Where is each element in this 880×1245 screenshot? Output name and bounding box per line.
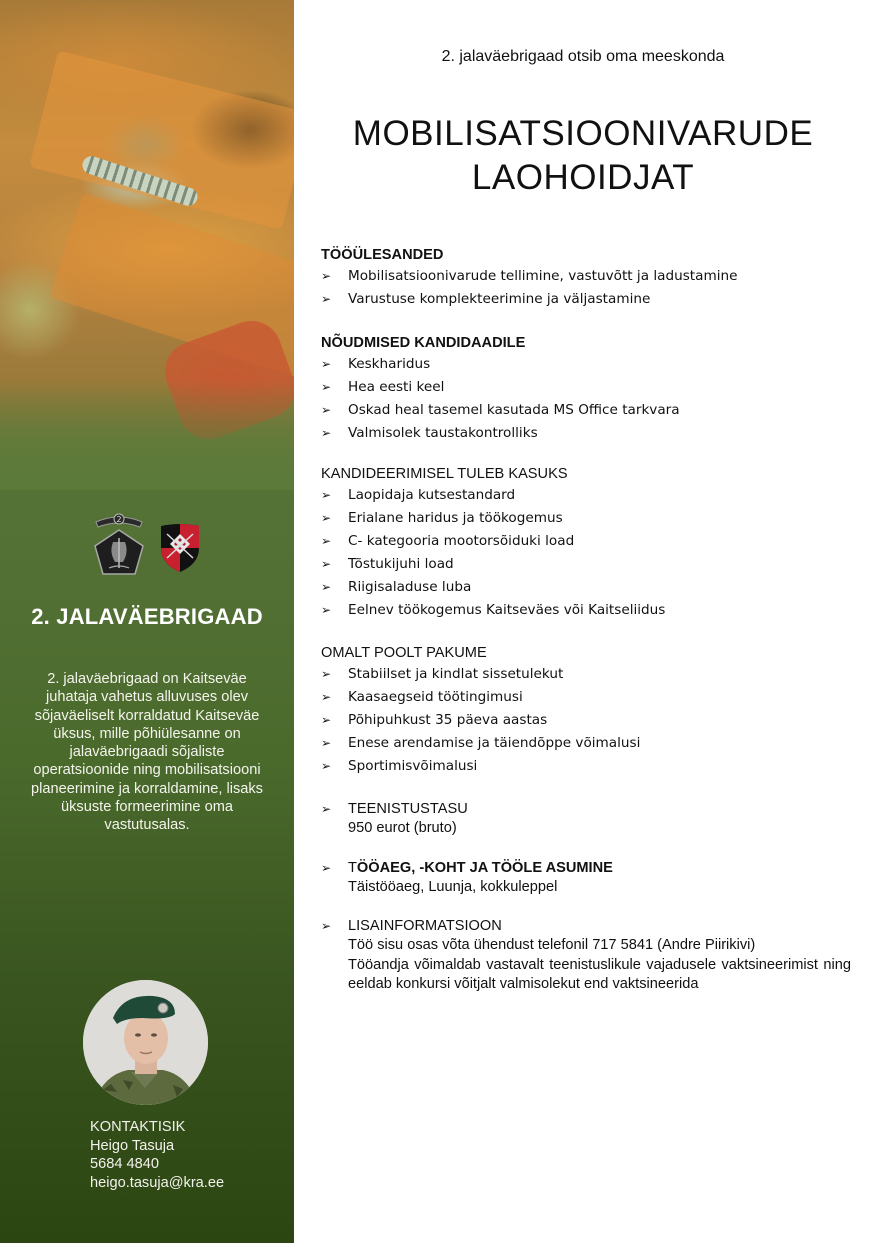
arrow-bullet-icon: ➢ (321, 380, 332, 394)
contact-name: Heigo Tasuja (90, 1137, 175, 1154)
brigade-emblems (0, 510, 294, 576)
contact-person-avatar (83, 980, 208, 1105)
main-content (294, 0, 880, 1245)
arrow-bullet-icon: ➢ (321, 603, 332, 617)
arrow-bullet-icon: ➢ (321, 580, 332, 594)
list-item: ➢ Sportimisvõimalusi (321, 755, 640, 778)
worktime-heading: ➢ TÖÖAEG, -KOHT JA TÖÖLE ASUMINE (321, 860, 613, 876)
arrow-bullet-icon: ➢ (321, 511, 332, 525)
section-heading: OMALT POOLT PAKUME (321, 645, 487, 661)
arrow-bullet-icon: ➢ (321, 802, 332, 816)
extra-info-line-2: Tööandja võimaldab vastavalt teenistuslikule vajadusele vaktsineerimist ning eeldab konkursi võitjalt valmisolekut end vaktsineerida (348, 956, 851, 992)
list-item: ➢ Erialane haridus ja töökogemus (321, 507, 665, 530)
soldier-portrait-icon (83, 980, 208, 1105)
worktime-block (321, 858, 851, 898)
list-item: ➢ Põhipuhkust 35 päeva aastas (321, 709, 640, 732)
extra-info-block (321, 916, 851, 995)
sidebar (0, 0, 294, 1243)
arrow-bullet-icon: ➢ (321, 426, 332, 440)
section-offer (321, 643, 640, 778)
arrow-bullet-icon: ➢ (321, 667, 332, 681)
contact-info (90, 1118, 224, 1192)
job-title (294, 112, 872, 200)
requirements-list (321, 353, 680, 445)
job-title-line-1: MOBILISATSIOONIVARUDE (352, 114, 814, 153)
list-item: ➢ Mobilisatsioonivarude tellimine, vastuvõtt ja ladustamine (321, 265, 737, 288)
brigade-pentagon-insignia-icon (93, 510, 145, 576)
brigade-name-heading: 2. JALAVÄEBRIGAAD (31, 604, 263, 629)
brigade-shield-icon (159, 522, 201, 574)
list-item: ➢ Kaasaegseid töötingimusi (321, 686, 640, 709)
tagline: 2. jalaväebrigaad otsib oma meeskonda (441, 48, 725, 65)
list-item: ➢ Stabiilset ja kindlat sissetulekut (321, 663, 640, 686)
arrow-bullet-icon: ➢ (321, 269, 332, 283)
section-heading: KANDIDEERIMISEL TULEB KASUKS (321, 466, 568, 482)
brigade-description: 2. jalaväebrigaad on Kaitseväe juhataja vahetus alluvuses olev sõjaväeliselt korraldatud Kaitseväe üksus, mille põhiülesanne on jalaväebrigaadi sõjaliste operatsioonide ning mobilisatsiooni planeerimine ja korraldamine, lisaks üksuste formeerimine oma vastutusalas. (31, 671, 263, 834)
list-item: ➢ Enese arendamise ja täiendõppe võimalusi (321, 732, 640, 755)
contact-phone[interactable]: 5684 4840 (90, 1156, 159, 1172)
photo-gradient-fade (0, 380, 294, 490)
list-item: ➢ Oskad heal tasemel kasutada MS Office tarkvara (321, 399, 680, 422)
extra-info-line-1: Töö sisu osas võta ühendust telefonil 717 5841 (Andre Piirikivi) (348, 937, 756, 953)
contact-label: KONTAKTISIK (90, 1119, 186, 1135)
advantages-list (321, 484, 665, 622)
duties-list (321, 265, 737, 311)
contact-email[interactable]: heigo.tasuja@kra.ee (90, 1174, 225, 1191)
list-item: ➢ Riigisaladuse luba (321, 576, 665, 599)
list-item: ➢ Varustuse komplekteerimine ja väljastamine (321, 288, 737, 311)
list-item: ➢ C- kategooria mootorsõiduki load (321, 530, 665, 553)
arrow-bullet-icon: ➢ (321, 292, 332, 306)
arrow-bullet-icon: ➢ (321, 534, 332, 548)
section-requirements (321, 333, 680, 445)
list-item: ➢ Keskharidus (321, 353, 680, 376)
salary-heading: ➢ TEENISTUSTASU (321, 801, 468, 817)
arrow-bullet-icon: ➢ (321, 736, 332, 750)
section-heading: TÖÖÜLESANDED (321, 247, 444, 263)
worktime-value: Täistööaeg, Luunja, kokkuleppel (348, 879, 558, 895)
job-title-line-2: LAOHOIDJAT (471, 158, 695, 197)
arrow-bullet-icon: ➢ (321, 759, 332, 773)
arrow-bullet-icon: ➢ (321, 557, 332, 571)
list-item: ➢ Valmisolek taustakontrolliks (321, 422, 680, 445)
salary-value: 950 eurot (bruto) (348, 820, 457, 836)
arrow-bullet-icon: ➢ (321, 403, 332, 417)
arrow-bullet-icon: ➢ (321, 713, 332, 727)
storage-bin-shape (29, 50, 294, 229)
section-advantages (321, 464, 665, 622)
list-item: ➢ Eelnev töökogemus Kaitseväes või Kaitseliidus (321, 599, 665, 622)
section-heading: NÕUDMISED KANDIDAADILE (321, 335, 526, 351)
section-duties (321, 245, 737, 311)
salary-block (321, 799, 851, 839)
list-item: ➢ Tõstukijuhi load (321, 553, 665, 576)
arrow-bullet-icon: ➢ (321, 690, 332, 704)
arrow-bullet-icon: ➢ (321, 861, 332, 875)
offer-list (321, 663, 640, 778)
arrow-bullet-icon: ➢ (321, 357, 332, 371)
extra-info-heading: ➢ LISAINFORMATSIOON (321, 918, 502, 934)
svg-text:2: 2 (116, 515, 122, 524)
list-item: ➢ Hea eesti keel (321, 376, 680, 399)
arrow-bullet-icon: ➢ (321, 488, 332, 502)
list-item: ➢ Laopidaja kutsestandard (321, 484, 665, 507)
arrow-bullet-icon: ➢ (321, 919, 332, 933)
